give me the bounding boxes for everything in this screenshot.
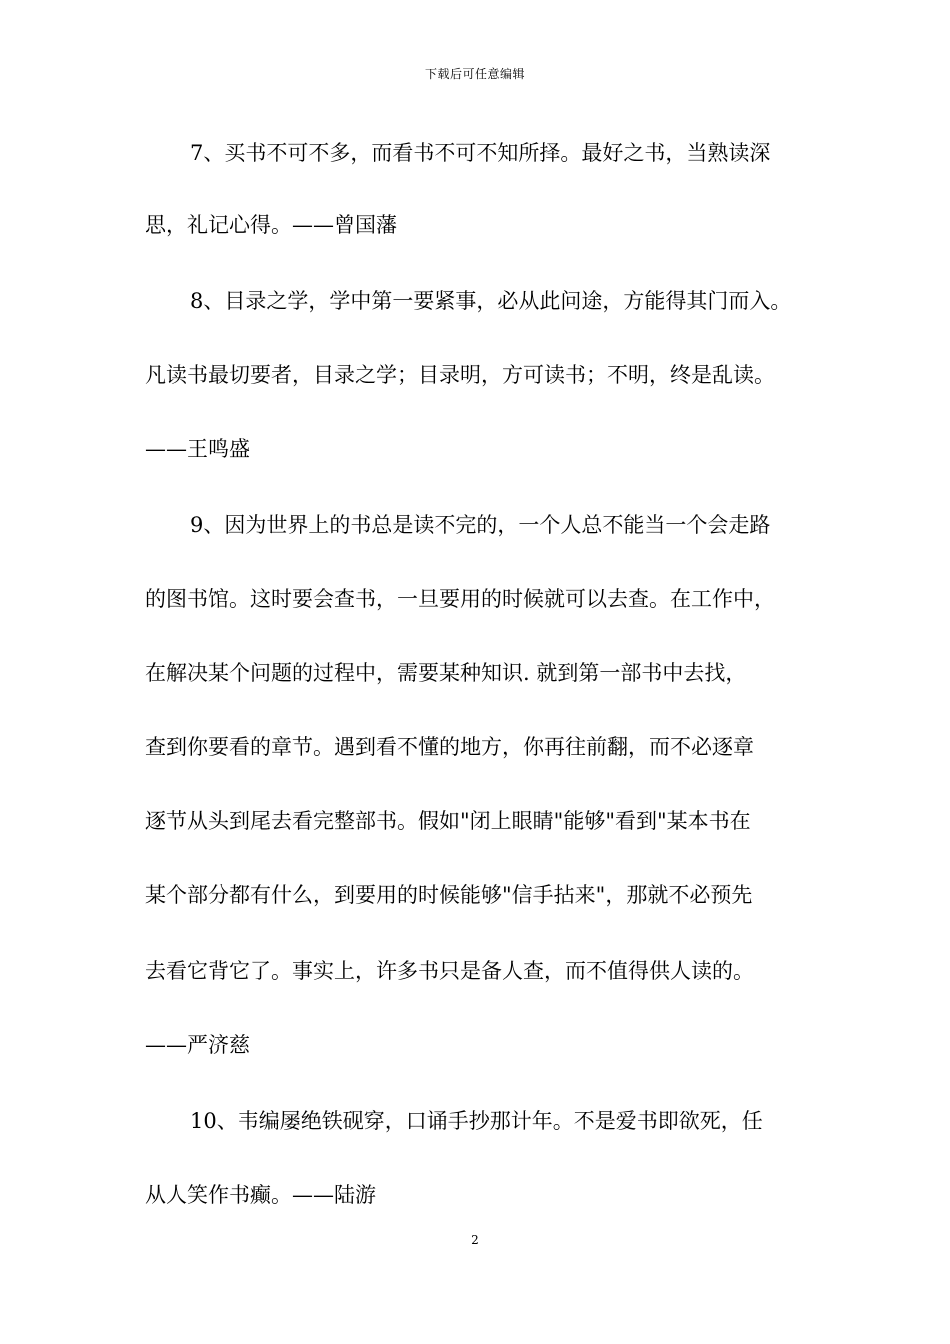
quote-9-attribution: ——严济慈 [145, 1033, 250, 1057]
quote-9-line-5: 逐节从头到尾去看完整部书。假如"闭上眼睛"能够"看到"某本书在 [145, 809, 751, 833]
quote-7-line-2: 思，礼记心得。——曾国藩 [145, 213, 397, 237]
quote-7-line-1: 7、买书不可不多，而看书不可不知所择。最好之书，当熟读深 [190, 141, 771, 165]
quote-8-line-2: 凡读书最切要者，目录之学；目录明，方可读书；不明，终是乱读。 [145, 363, 775, 387]
quote-9-line-1: 9、因为世界上的书总是读不完的，一个人总不能当一个会走路 [190, 513, 771, 537]
quote-10-line-1: 10、韦编屡绝铁砚穿，口诵手抄那计年。不是爱书即欲死，任 [190, 1109, 763, 1133]
quote-10-line-2: 从人笑作书癫。——陆游 [145, 1183, 376, 1207]
quote-8-attribution: ——王鸣盛 [145, 437, 250, 461]
page-header: 下载后可任意编辑 [424, 67, 525, 81]
page-number: 2 [471, 1233, 479, 1247]
quote-9-line-7: 去看它背它了。事实上，许多书只是备人查，而不值得供人读的。 [145, 959, 754, 983]
quote-9-line-6: 某个部分都有什么，到要用的时候能够"信手拈来"，那就不必预先 [145, 883, 753, 907]
quote-9-line-4: 查到你要看的章节。遇到看不懂的地方，你再往前翻，而不必逐章 [145, 735, 754, 759]
quote-9-line-2: 的图书馆。这时要会查书，一旦要用的时候就可以去查。在工作中， [145, 587, 775, 611]
quote-9-line-3: 在解决某个问题的过程中，需要某种知识. 就到第一部书中去找， [145, 661, 747, 685]
quote-8-line-1: 8、目录之学，学中第一要紧事，必从此问途，方能得其门而入。 [190, 289, 792, 313]
